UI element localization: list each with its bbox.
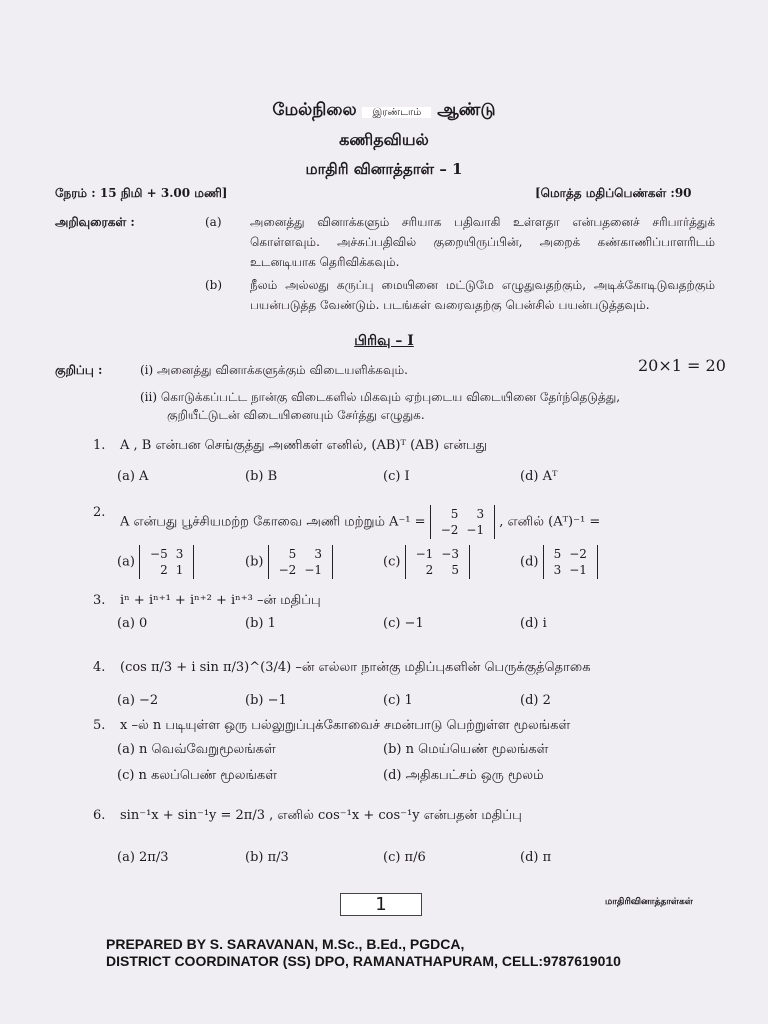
q4-option-d: (d) 2 [520,693,551,708]
matrix-cell: 3 [553,563,562,577]
course-year: இரண்டாம் [362,107,431,118]
question-4-text: (cos π/3 + i sin π/3)^(3/4) –ன் எல்லா நான்கு மதிப்புகளின் பெருக்குத்தொகை [120,660,591,675]
note-ii-line2: குறியீட்டுடன் விடையினையும் சேர்த்து எழுதுக. [167,408,425,422]
subject-title: கணிதவியல் [339,130,429,149]
q1-option-c: (c) I [383,469,410,484]
matrix-cell: 5 [450,507,459,521]
part-title [0,333,768,351]
question-2-text-after: , எனில் (Aᵀ)⁻¹ = [499,514,601,530]
q6-option-a: (a) 2π/3 [117,850,169,865]
q6-option-c: (c) π/6 [383,850,426,865]
question-3-text: iⁿ + iⁿ⁺¹ + iⁿ⁺² + iⁿ⁺³ –ன் மதிப்பு [120,593,321,608]
matrix-cell: −3 [441,547,459,561]
prepared-by-line2: DISTRICT COORDINATOR (SS) DPO, RAMANATHAPURAM, CELL:9787619010 [106,953,621,969]
matrix-cell: 3 [476,507,485,521]
q3-option-b: (b) 1 [245,616,276,631]
instructions-label: அறிவுரைகள் : [55,215,135,229]
part-title-text: பிரிவு – I [354,333,414,349]
instruction-b-marker: (b) [205,278,223,292]
q3-option-d: (d) i [520,616,547,631]
question-2-text-before: A என்பது பூச்சியமற்ற கோவை அணி மற்றும் A⁻¹ = [120,514,426,530]
q1-option-d: (d) Aᵀ [520,469,558,484]
question-6-text: sin⁻¹x + sin⁻¹y = 2π/3 , எனில் cos⁻¹x + cos⁻¹y என்பதன் மதிப்பு [120,808,522,823]
matrix-cell: −5 [150,547,168,561]
q2-option-b-label: (b) [245,554,264,570]
q2-option-a-matrix [139,545,194,579]
matrix-cell: −2 [278,563,297,577]
q2-option-d-matrix [543,545,598,579]
note-i: (i) அனைத்து வினாக்களுக்கும் விடையளிக்கவும். [140,363,408,377]
course-year-suffix: ஆண்டு [437,100,496,120]
marks-calculation: 20×1 = 20 [638,356,726,375]
note-ii-line1: (ii) கொடுக்கப்பட்ட நான்கு விடைகளில் மிகவும் ஏற்புடைய விடையினை தேர்ந்தெடுத்து, [140,390,621,404]
total-marks: [மொத்த மதிப்பெண்கள் :90 [535,186,692,200]
matrix-cell: −2 [569,547,587,561]
q2-option-a [117,545,194,579]
matrix-cell: 5 [553,547,562,561]
question-5-text: x –ல் n படியுள்ள ஒரு பல்லுறுப்புக்கோவைச் சமன்பாடு பெற்றுள்ள மூலங்கள் [120,718,571,733]
instruction-a-marker: (a) [205,215,222,229]
question-3-number: 3. [93,593,106,608]
paper-title: மாதிரி வினாத்தாள் – 1 [305,160,463,178]
footer-label: மாதிரிவினாத்தாள்கள் [605,897,693,907]
question-1-text: A , B என்பன செங்குத்து அணிகள் எனில், (AB)ᵀ (AB) என்பது [120,438,487,453]
matrix-cell: 3 [175,547,184,561]
question-5-number: 5. [93,718,106,733]
q2-option-c-label: (c) [383,554,401,570]
matrix-cell: 1 [175,563,184,577]
matrix-cell: −1 [466,523,485,537]
matrix-cell: 3 [314,547,323,561]
page-number: 1 [340,893,422,916]
question-4-number: 4. [93,660,106,675]
course-title [0,100,768,122]
q1-option-a: (a) A [117,469,149,484]
question-2-number: 2. [93,505,106,520]
matrix-cell: 2 [160,563,168,577]
q6-option-d: (d) π [520,850,552,865]
q4-option-b: (b) −1 [245,693,287,708]
question-6-number: 6. [93,808,106,823]
q2-option-b [245,545,333,579]
q2-option-d [520,545,598,579]
matrix-cell: −2 [440,523,459,537]
matrix-cell: −1 [304,563,323,577]
q5-option-a: (a) n வெவ்வேறுமூலங்கள் [117,742,276,757]
question-2-text [120,505,600,539]
course-level: மேல்நிலை [272,100,357,120]
q2-option-b-matrix [268,545,333,579]
matrix-cell: 5 [451,563,459,577]
q2-option-c [383,545,470,579]
q5-option-b: (b) n மெய்யெண் மூலங்கள் [383,742,549,757]
q2-option-c-matrix [405,545,470,579]
matrix-cell: 2 [425,563,434,577]
q4-option-a: (a) −2 [117,693,159,708]
question-2-matrix [430,505,495,539]
q1-option-b: (b) B [245,469,278,484]
note-label: குறிப்பு : [55,363,103,377]
matrix-cell: 5 [288,547,297,561]
matrix-cell: −1 [415,547,434,561]
q4-option-c: (c) 1 [383,693,413,708]
q5-option-c: (c) n கலப்பெண் மூலங்கள் [117,768,277,783]
instruction-a-text: அனைத்து வினாக்களும் சரியாக பதிவாகி உள்ளதா என்பதனைச் சரிபார்த்துக் கொள்ளவும். அச்சுப்பதிவில் குறையிருப்பின், அறைக் கண்காணிப்பாளரிடம் உடனடியாக தெரிவிக்கவும். [250,215,715,269]
question-1-number: 1. [93,438,106,453]
q6-option-b: (b) π/3 [245,850,289,865]
q2-option-a-label: (a) [117,554,135,570]
prepared-by-line1: PREPARED BY S. SARAVANAN, M.Sc., B.Ed., PGDCA, [106,936,465,952]
instruction-b-text: நீலம் அல்லது கருப்பு மையினை மட்டுமே எழுதுவதற்கும், அடிக்கோடிடுவதற்கும் பயன்படுத்த வேண்டும். படங்கள் வரைவதற்கு பென்சில் பயன்படுத்தவும். [250,278,715,312]
q5-option-d: (d) அதிகபட்சம் ஒரு மூலம் [383,768,544,783]
time-info: நேரம் : 15 நிமி + 3.00 மணி] [55,186,228,200]
matrix-cell: −1 [569,563,587,577]
q2-option-d-label: (d) [520,554,539,570]
q3-option-a: (a) 0 [117,616,148,631]
q3-option-c: (c) −1 [383,616,424,631]
